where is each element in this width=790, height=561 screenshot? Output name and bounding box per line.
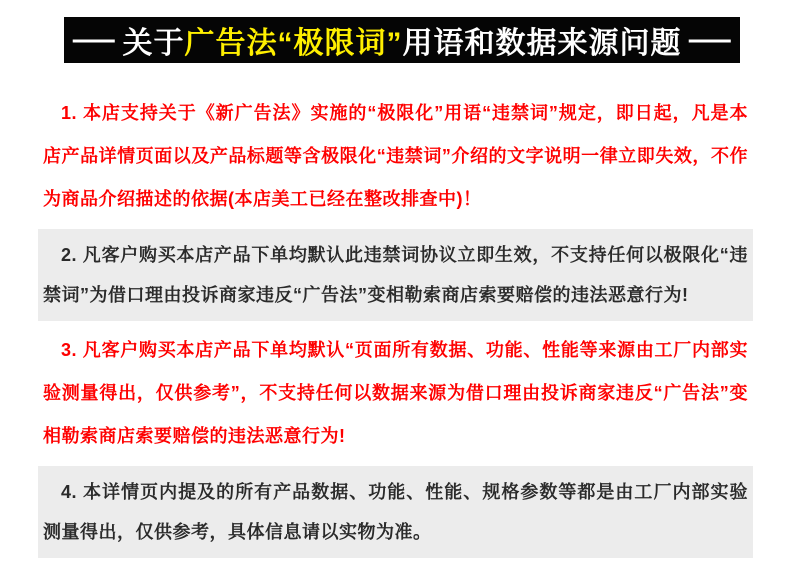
notice-paragraph-4: 4. 本详情页内提及的所有产品数据、功能、性能、规格参数等都是由工厂内部实验测量得出，仅供参考，具体信息请以实物为准。 bbox=[38, 466, 753, 558]
notice-paragraph-2: 2. 凡客户购买本店产品下单均默认此违禁词协议立即生效，不支持任何以极限化“违禁词”为借口理由投诉商家违反“广告法”变相勒索商店索要赔偿的违法恶意行为! bbox=[38, 229, 753, 321]
title-segment-after: 用语和数据来源问题 bbox=[402, 27, 682, 60]
title-segment-before: 关于 bbox=[122, 27, 185, 60]
notice-paragraph-3: 3. 凡客户购买本店产品下单均默认“页面所有数据、功能、性能等来源由工厂内部实验测量得出，仅供参考”，不支持任何以数据来源为借口理由投诉商家违反“广告法”变相勒索商店索要赔偿的违法恶意行为! bbox=[43, 340, 748, 446]
notice-body bbox=[38, 84, 753, 561]
title-banner bbox=[64, 17, 740, 63]
title-highlight: 广告法“极限词” bbox=[184, 27, 403, 60]
notice-paragraph-1: 1. 本店支持关于《新广告法》实施的“极限化”用语“违禁词”规定，即日起，凡是本店产品详情页面以及产品标题等含极限化“违禁词”介绍的文字说明一律立即失效，不作为商品介绍描述的依据(本店美工已经在整改排查中)！ bbox=[43, 103, 748, 209]
title-dash-left: — bbox=[72, 23, 116, 56]
page-title bbox=[123, 18, 682, 62]
title-dash-right: — bbox=[688, 23, 732, 56]
